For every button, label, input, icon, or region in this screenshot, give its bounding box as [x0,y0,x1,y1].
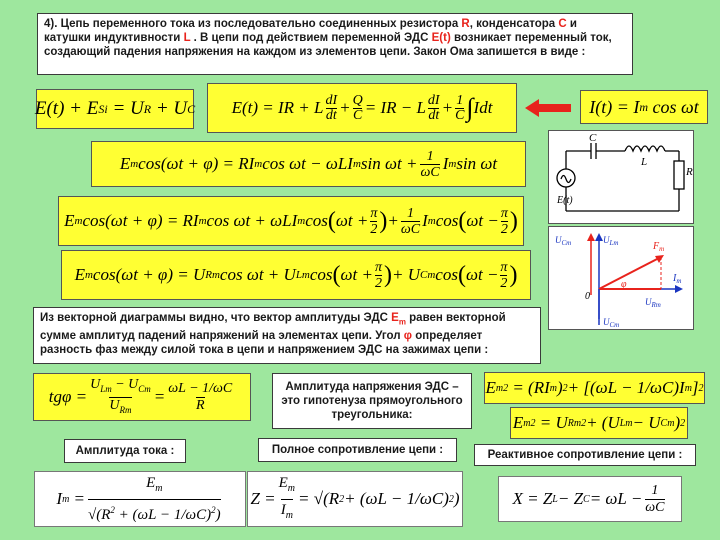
formula-em-sq1: E m 2 = (RI m ) 2 + [(ωL − 1/ωC)I m ] 2 [484,372,705,404]
arrow-left-icon [525,98,573,118]
formula-tg-phi: tgφ = $U_{Lm} - U_{Cm}$ $U_{Rm}$ = ωL − 1/ωC R [33,373,251,421]
circuit-l-label: L [641,156,648,168]
vector-text-em: $E_m$ [391,312,406,327]
label-amplitude-current-text: Амплитуда тока : [75,445,175,457]
circuit-r-label: R [686,166,693,178]
vector-diagram [548,226,694,330]
circuit-source-label: E(t) [557,195,573,206]
heading-part5: возникает переменный ток, создающий падения напряжения на каждом из элементов цепи. Закон Ома запишется в виде : [44,32,612,58]
heading-et: E(t) [431,32,451,44]
circuit-c-label: C [589,132,597,144]
label-amplitude-emf [272,373,472,429]
formula-em-sq2: E m 2 = U Rm 2 + (U Lm − U Cm ) 2 [510,407,688,439]
formula-z: Z = $E_m$ $I_m$ = √(R 2 + (ωL − 1/ωC) 2 ) [247,471,463,527]
ucm-bottom-label: $U_{Cm}$ [603,317,620,329]
heading-r: R [461,18,470,30]
vector-explanation [33,307,541,364]
label-impedance-text: Полное сопротивление цепи : [271,444,444,456]
heading-l: L [183,32,191,44]
origin-label: 0 [585,291,590,302]
heading-part1: Цепь переменного тока из последовательно соединенных резистора [60,18,462,30]
heading-c: C [558,18,567,30]
label-reactance-text: Реактивное сопротивление цепи : [487,449,683,461]
heading-part4: . В цепи под действием переменной ЭДС [190,32,432,44]
fm-label: $F_m$ [653,241,665,253]
formula-eq1: E m cos(ωt + φ) = RI m cos ωt − ωLI m sin ωt + 1 ωC I m sin ωt [91,141,526,187]
heading-number: 4). [44,18,61,30]
ucm-left-label: $U_{Cm}$ [555,235,572,247]
heading-part3: и катушки индуктивности [44,18,577,44]
circuit-diagram [548,130,694,224]
formula-x: X = Z L − Z C = ωL − 1 ωC [498,476,682,522]
vector-text-part2: равен векторной сумме амплитуд падений напряжений на элементах цепи. Угол [40,312,506,343]
formula-eq2: E m cos(ωt + φ) = RI m cos ωt + ωLI m cos ( ωt + π 2 ) + 1 ωC I m cos ( ωt − π 2 ) [58,196,524,246]
vector-svg [549,227,695,331]
label-amplitude-emf-text: Амплитуда напряжения ЭДС – это гипотенуза прямоугольного треугольника: [281,381,463,421]
formula-current: I(t) = I m cos ωt [580,90,708,124]
heading-part2: , конденсатора [469,18,559,30]
label-impedance [258,438,457,462]
formula-im: I m = $E_m$ $√(R^2 + (\omega L - 1/\omega C)^2)$ [34,471,246,527]
formula-eq3: E m cos(ωt + φ) = U Rm cos ωt + U Lm cos ( ωt + π 2 ) + U Cm cos ( ωt − π 2 ) [61,250,531,300]
label-reactance [474,444,696,466]
formula-kirchhoff: E(t) + E Si = U R + U C [36,89,194,129]
vector-text-part3: определяет разность фаз между силой тока в цепи и напряжением ЭДС на зажимах цепи : [40,330,489,357]
heading-text [37,13,633,75]
vector-text-part1: Из векторной диаграммы видно, что вектор амплитуды ЭДС [40,312,392,324]
vector-text-phi: φ [403,330,413,343]
formula-ohm-diff: E(t) = IR + L dI dt + Q C = IR − L dI dt + 1 C ∫ Idt [207,83,517,133]
circuit-svg [549,131,695,225]
label-amplitude-current [64,439,186,463]
ulm-label: $U_{Lm}$ [603,235,619,247]
phi-label: φ [621,279,627,290]
im-label: $I_m$ [673,273,682,285]
urm-label: $U_{Rm}$ [645,297,661,309]
